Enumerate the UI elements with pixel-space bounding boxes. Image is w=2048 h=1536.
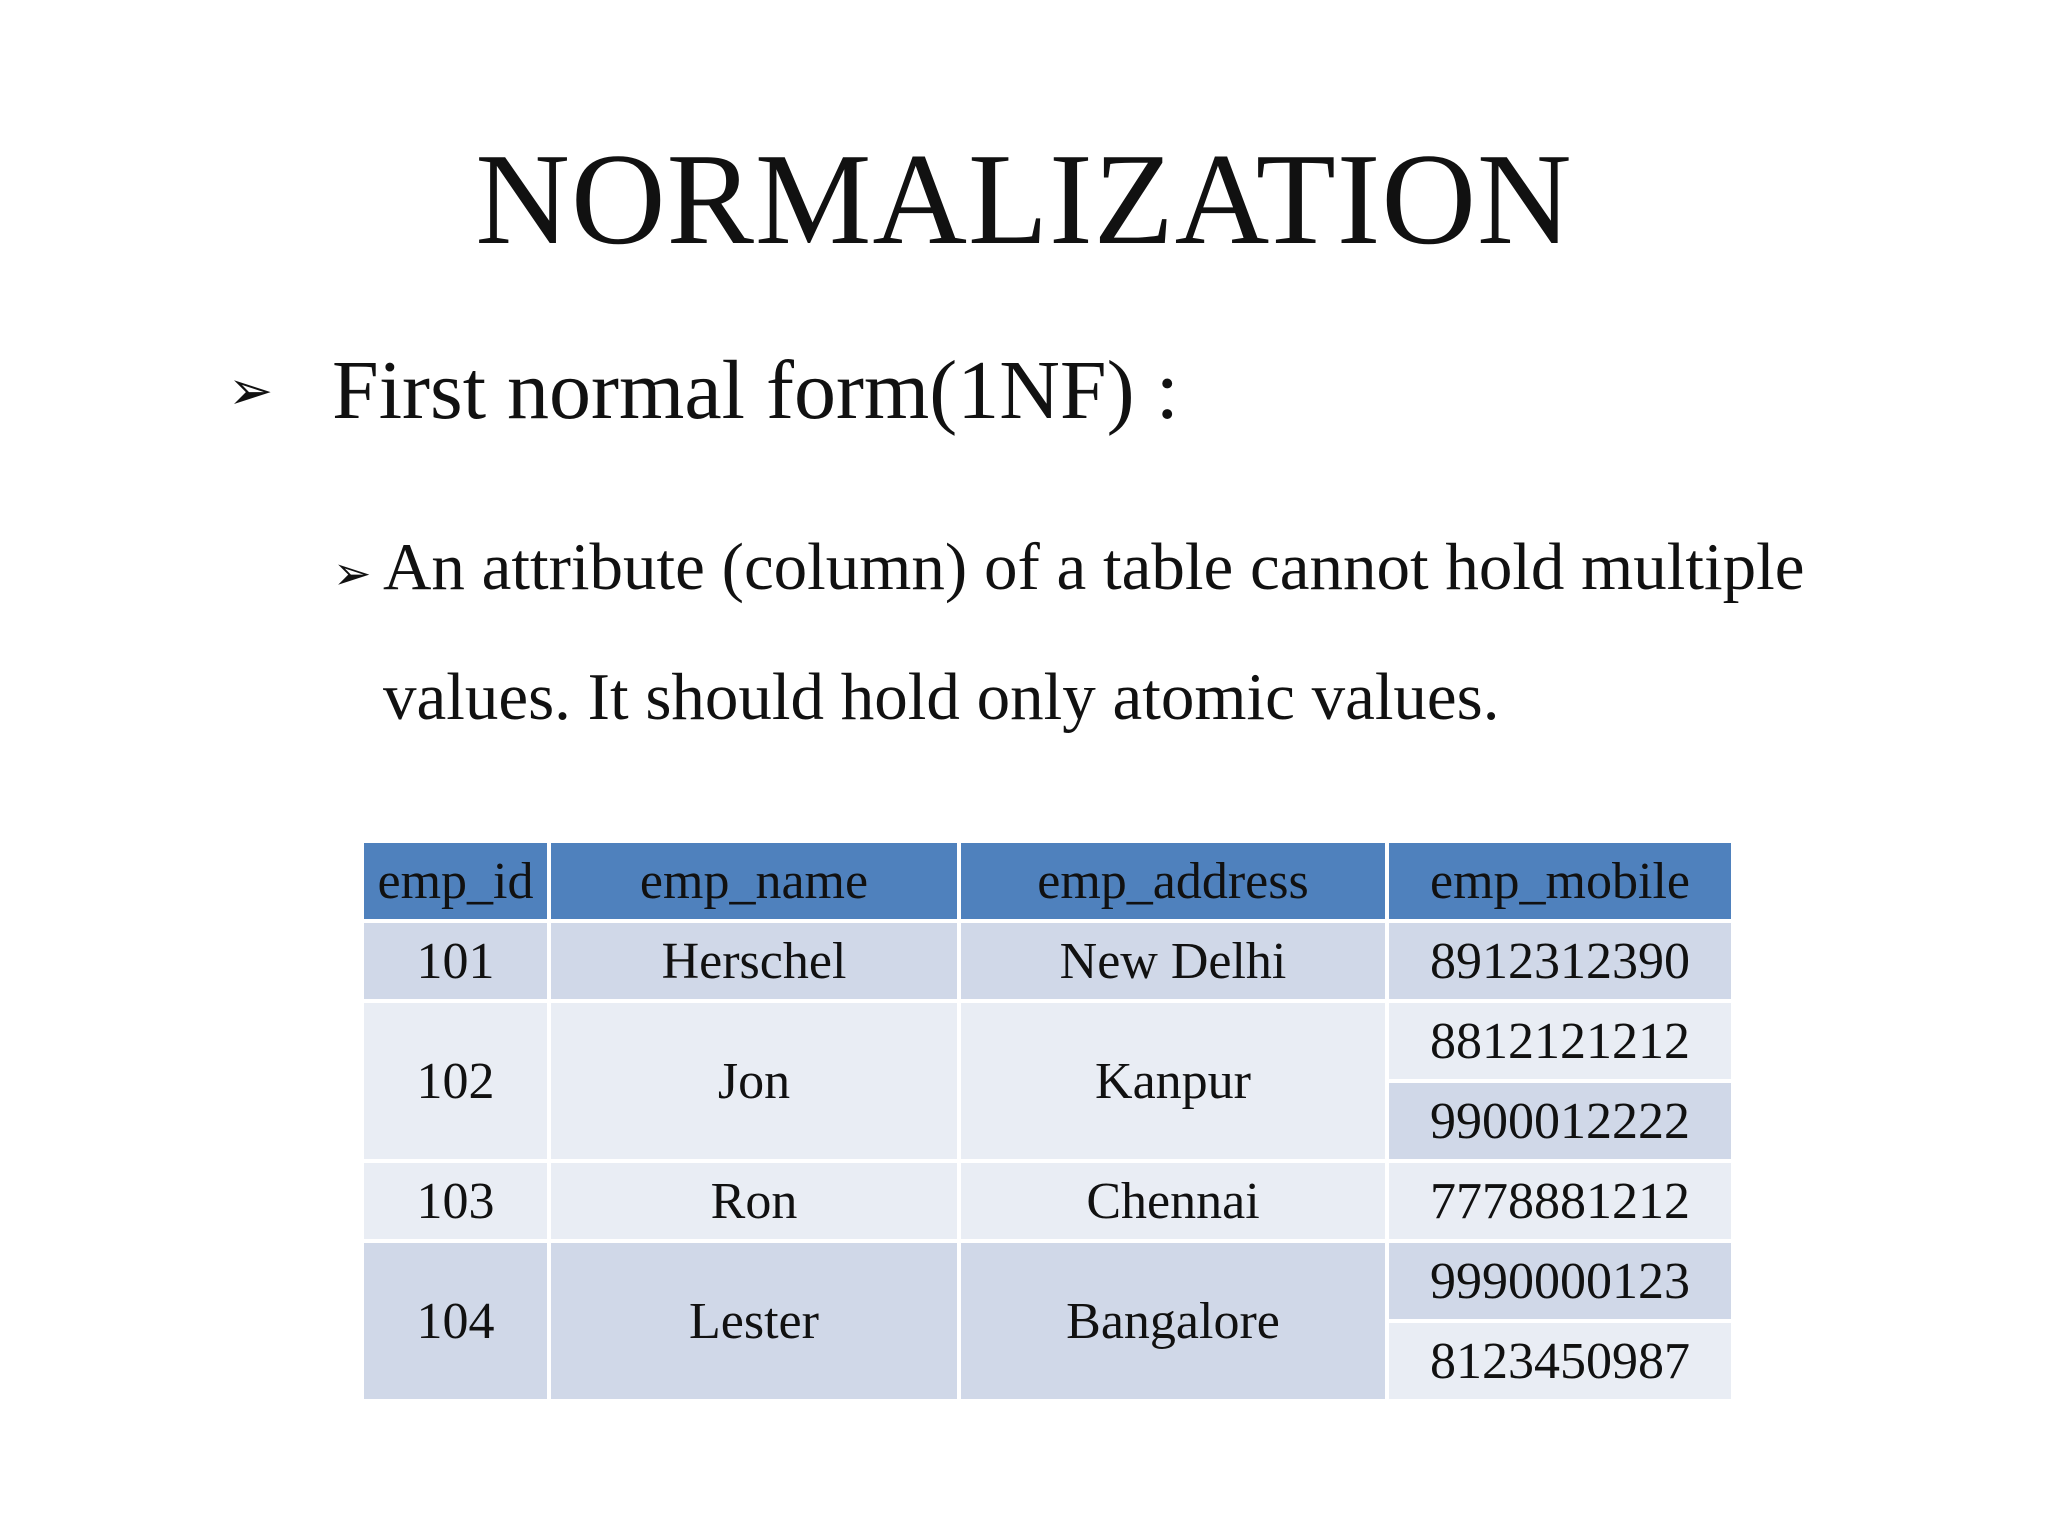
table-cell: 9900012222: [1387, 1081, 1733, 1161]
table-row: [362, 1161, 1733, 1241]
column-header: emp_address: [959, 841, 1387, 921]
employee-table: [360, 839, 1735, 1403]
table-cell: Bangalore: [959, 1241, 1387, 1401]
table-header-row: [362, 841, 1733, 921]
table-cell: 7778881212: [1387, 1161, 1733, 1241]
bullet-text-line1: An attribute (column) of a table cannot hold multiple: [383, 530, 1805, 604]
column-header: emp_id: [362, 841, 549, 921]
table-cell: Chennai: [959, 1161, 1387, 1241]
table-cell: Lester: [549, 1241, 959, 1401]
bullet-atomic-values: [333, 505, 1993, 759]
column-header: emp_mobile: [1387, 841, 1733, 921]
table-cell: Kanpur: [959, 1001, 1387, 1161]
table-cell: 102: [362, 1001, 549, 1161]
table-cell: Herschel: [549, 921, 959, 1001]
bullet-first-normal-form: [228, 340, 1179, 440]
slide-title: NORMALIZATION: [475, 127, 1573, 272]
table-cell: Jon: [549, 1001, 959, 1161]
bullet-text-line2: values. It should hold only atomic values.: [383, 660, 1500, 734]
table-cell: 8912312390: [1387, 921, 1733, 1001]
table-cell: 8123450987: [1387, 1321, 1733, 1401]
table-cell: Ron: [549, 1161, 959, 1241]
table-row: [362, 921, 1733, 1001]
table-cell: 103: [362, 1161, 549, 1241]
table-cell: New Delhi: [959, 921, 1387, 1001]
arrow-bullet-icon: ➢: [333, 546, 372, 600]
table-cell: 8812121212: [1387, 1001, 1733, 1081]
table-row: [362, 1001, 1733, 1081]
bullet-text: First normal form(1NF) :: [332, 343, 1179, 437]
table-row: [362, 1241, 1733, 1321]
column-header: emp_name: [549, 841, 959, 921]
table-cell: 104: [362, 1241, 549, 1401]
table-cell: 101: [362, 921, 549, 1001]
table-cell: 9990000123: [1387, 1241, 1733, 1321]
arrow-bullet-icon: ➢: [228, 358, 274, 422]
